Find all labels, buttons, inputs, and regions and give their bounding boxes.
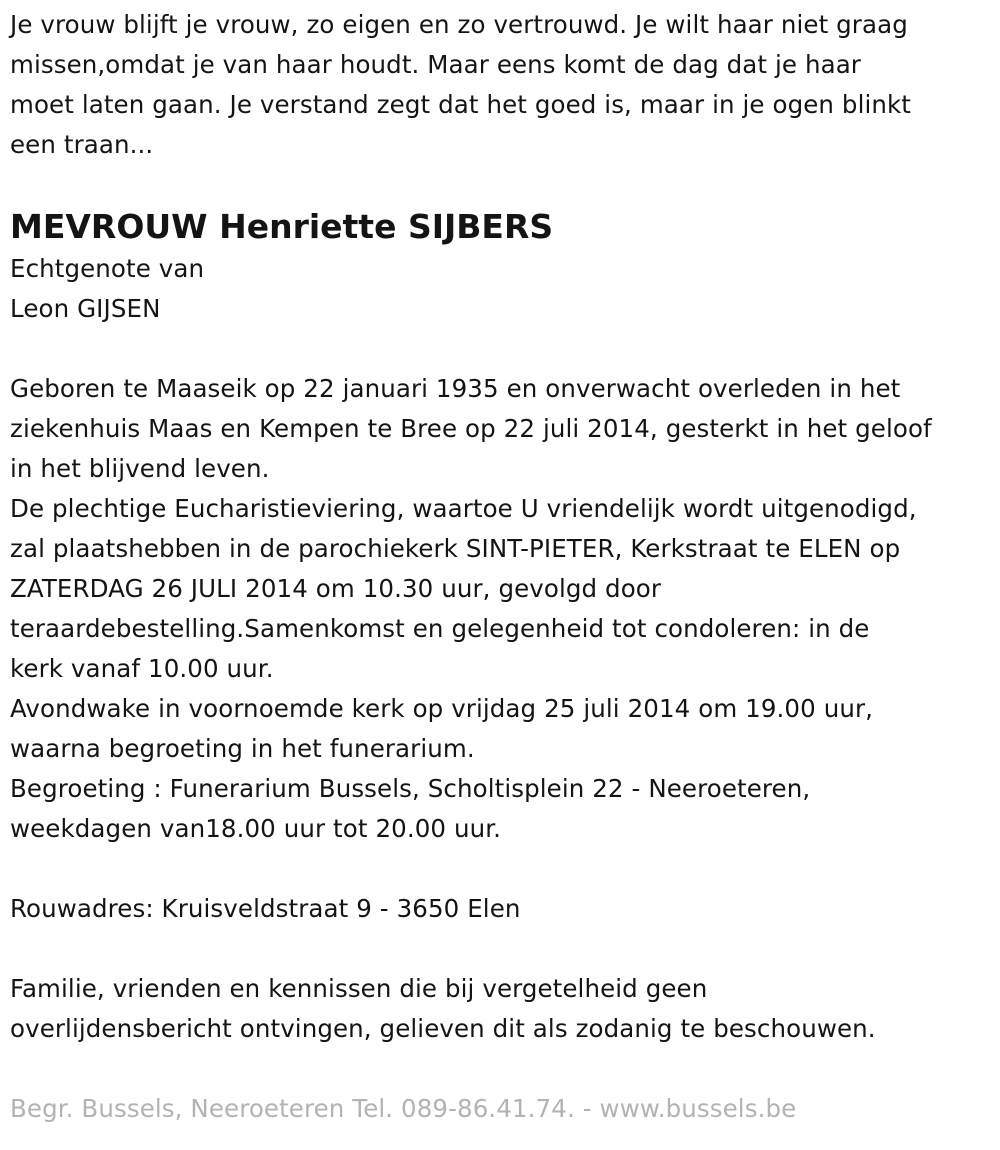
- details-line: De plechtige Eucharistieviering, waartoe U vriendelijk wordt uitgenodigd,: [10, 494, 917, 523]
- details-line: Avondwake in voornoemde kerk op vrijdag 25 juli 2014 om 19.00 uur,: [10, 694, 874, 723]
- footer-line: Begr. Bussels, Neeroeteren Tel. 089-86.41.74. - www.bussels.be: [10, 1094, 797, 1123]
- mourning-address: [10, 889, 995, 929]
- details-line: weekdagen van18.00 uur tot 20.00 uur.: [10, 814, 502, 843]
- intro-quote-line: Je vrouw blijft je vrouw, zo eigen en zo vertrouwd. Je wilt haar niet graag: [10, 10, 908, 39]
- details-line: waarna begroeting in het funerarium.: [10, 734, 475, 763]
- family-notice-line: Familie, vrienden en kennissen die bij vergetelheid geen: [10, 974, 708, 1003]
- details-line: ZATERDAG 26 JULI 2014 om 10.30 uur, gevolgd door: [10, 574, 662, 603]
- details-line: in het blijvend leven.: [10, 454, 270, 483]
- deceased-name: MEVROUW Henriette SIJBERS: [10, 207, 554, 246]
- spouse-info: [10, 249, 995, 329]
- mourning-address-line: Rouwadres: Kruisveldstraat 9 - 3650 Elen: [10, 894, 521, 923]
- spouse-line: Echtgenote van: [10, 254, 205, 283]
- intro-quote: [10, 5, 995, 165]
- details-line: ziekenhuis Maas en Kempen te Bree op 22 juli 2014, gesterkt in het geloof: [10, 414, 932, 443]
- intro-quote-line: missen,omdat je van haar houdt. Maar eens komt de dag dat je haar: [10, 50, 861, 79]
- intro-quote-line: een traan...: [10, 130, 154, 159]
- family-notice-line: overlijdensbericht ontvingen, gelieven dit als zodanig te beschouwen.: [10, 1014, 876, 1043]
- spouse-line: Leon GIJSEN: [10, 294, 161, 323]
- family-notice: [10, 969, 995, 1049]
- details-line: kerk vanaf 10.00 uur.: [10, 654, 274, 683]
- details-line: teraardebestelling.Samenkomst en gelegenheid tot condoleren: in de: [10, 614, 870, 643]
- obituary-notice: [10, 5, 995, 1129]
- funeral-home-footer: [10, 1089, 995, 1129]
- details-line: Geboren te Maaseik op 22 januari 1935 en onverwacht overleden in het: [10, 374, 901, 403]
- intro-quote-line: moet laten gaan. Je verstand zegt dat het goed is, maar in je ogen blinkt: [10, 90, 911, 119]
- funeral-details: [10, 369, 995, 849]
- details-line: Begroeting : Funerarium Bussels, Scholtisplein 22 - Neeroeteren,: [10, 774, 811, 803]
- details-line: zal plaatshebben in de parochiekerk SINT-PIETER, Kerkstraat te ELEN op: [10, 534, 901, 563]
